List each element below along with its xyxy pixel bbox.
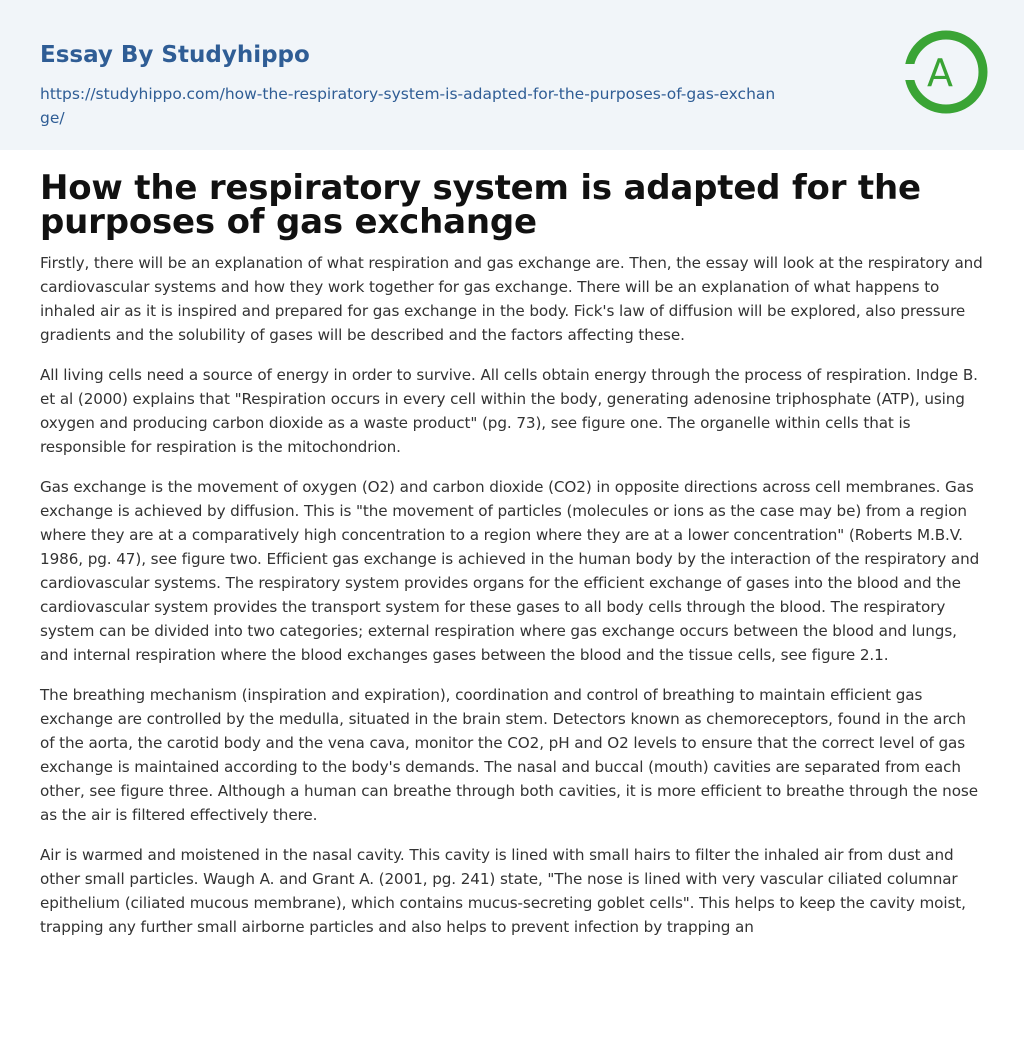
studyhippo-logo-icon[interactable] <box>904 28 988 116</box>
site-brand[interactable]: Essay By Studyhippo <box>40 42 310 68</box>
paragraph-5: Air is warmed and moistened in the nasal cavity. This cavity is lined with small hairs to filter the inhaled air from dust and other small particles. Waugh A. and Grant A. (2001, pg. 241) state, "The nose is lined with very vascular ciliated columnar epithelium (ciliated mucous membrane), which contains mucus-secreting goblet cells". This helps to keep the cavity moist, trapping any further small airborne particles and also helps to prevent infection by trapping an <box>40 846 966 936</box>
paragraph-4: The breathing mechanism (inspiration and expiration), coordination and control of breathing to maintain efficient gas exchange are controlled by the medulla, situated in the brain stem. Detectors known as chemoreceptors, found in the arch of the aorta, the carotid body and the vena cava, monitor the CO2, pH and O2 levels to ensure that the correct level of gas exchange is maintained according to the body's demands. The nasal and buccal (mouth) cavities are separated from each other, see figure three. Although a human can breathe through both cavities, it is more efficient to breathe through the nose as the air is filtered effectively there. <box>40 686 978 824</box>
paragraph-3: Gas exchange is the movement of oxygen (O2) and carbon dioxide (CO2) in opposite directions across cell membranes. Gas exchange is achieved by diffusion. This is "the movement of particles (molecules or ions as the case may be) from a region where they are at a comparatively high concentration to a region where they are at a lower concentration" (Roberts M.B.V. 1986, pg. 47), see figure two. Efficient gas exchange is achieved in the human body by the interaction of the respiratory and cardiovascular systems. The respiratory system provides organs for the efficient exchange of gases into the blood and the cardiovascular system provides the transport system for these gases to all body cells through the blood. The respiratory system can be divided into two categories; external respiration where gas exchange occurs between the blood and lungs, and internal respiration where the blood exchanges gases between the blood and the tissue cells, see figure 2.1. <box>40 478 980 664</box>
site-header <box>0 0 1024 150</box>
article <box>0 150 1024 939</box>
paragraph-2: All living cells need a source of energy in order to survive. All cells obtain energy through the process of respiration. Indge B. et al (2000) explains that "Respiration occurs in every cell within the body, generating adenosine triphosphate (ATP), using oxygen and producing carbon dioxide as a waste product" (pg. 73), see figure one. The organelle within cells that is responsible for respiration is the mitochondrion. <box>40 366 978 456</box>
source-url-link[interactable]: https://studyhippo.com/how-the-respiratory-system-is-adapted-for-the-purposes-of-gas-exchange/ <box>40 85 776 127</box>
logo-letter: A <box>927 51 953 95</box>
page-title: How the respiratory system is adapted for the purposes of gas exchange <box>40 168 921 242</box>
paragraph-1: Firstly, there will be an explanation of what respiration and gas exchange are. Then, the essay will look at the respiratory and cardiovascular systems and how they work together for gas exchange. There will be an explanation of what happens to inhaled air as it is inspired and prepared for gas exchange in the body. Fick's law of diffusion will be explored, also pressure gradients and the solubility of gases will be described and the factors affecting these. <box>40 254 983 344</box>
